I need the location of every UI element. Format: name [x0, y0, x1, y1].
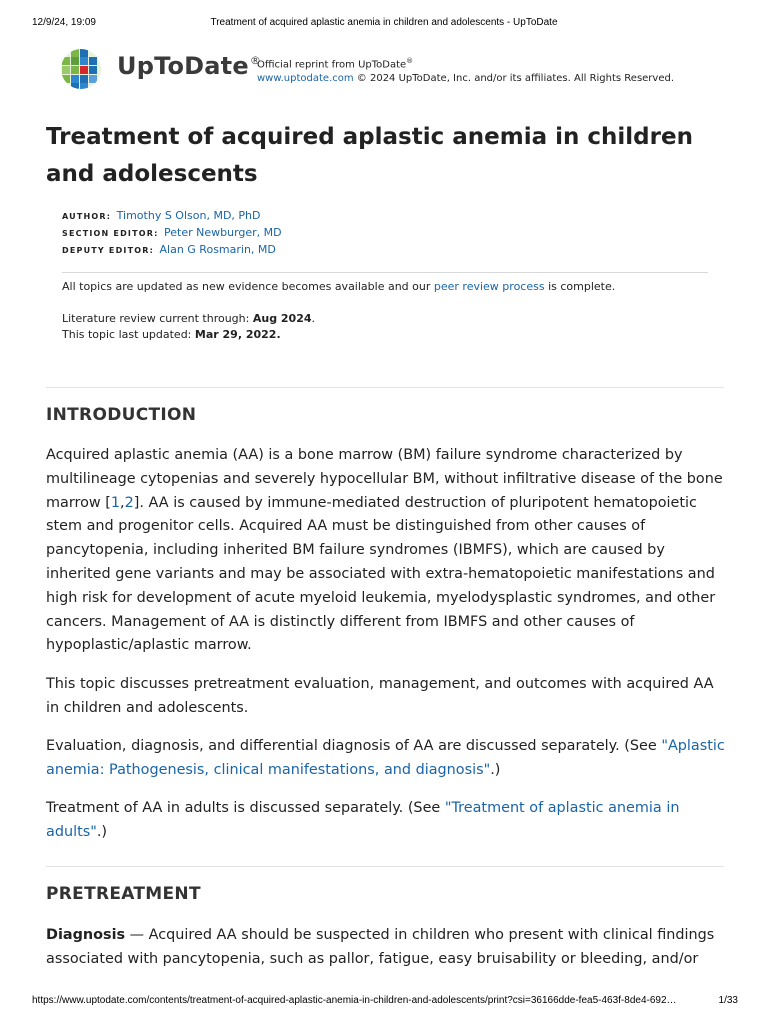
credit-section-editor: SECTION EDITOR: Peter Newburger, MD: [62, 226, 282, 239]
intro-paragraph-4: Treatment of AA in adults is discussed separately. (See "Treatment of aplastic anemia in adults".): [46, 800, 680, 840]
uptodate-logo-icon: [60, 48, 102, 90]
section-editor-link[interactable]: Peter Newburger, MD: [164, 226, 282, 239]
section-heading-introduction: INTRODUCTION: [46, 405, 197, 425]
print-url: https://www.uptodate.com/contents/treatment-of-acquired-aplastic-anemia-in-children-and-adolescents/print?csi=36166dde-fea5-463f-8de4-692…: [32, 995, 677, 1006]
divider: [46, 387, 724, 388]
print-date: 12/9/24, 19:09: [32, 17, 96, 28]
intro-paragraph-1: Acquired aplastic anemia (AA) is a bone marrow (BM) failure syndrome characterized by multilineage cytopenias and severely hypocellular BM, without infiltrative disease of the bone marrow [1,2]. AA is caused by immune-mediated destruction of pluripotent hematopoietic stem and progenitor cells. Acquired AA must be distinguished from other causes of pancytopenia, including inherited BM failure syndromes (IBMFS), which are caused by inherited gene variants and may be associated with extra-hematopoietic manifestations and high risk for development of acute myeloid leukemia, myelodysplastic syndromes, and other cancers. Management of AA is distinctly different from IBMFS and other causes of hypoplastic/aplastic marrow.: [46, 447, 723, 654]
article-credits: [62, 207, 282, 258]
intro-paragraph-2: This topic discusses pretreatment evaluation, management, and outcomes with acquired AA in children and adolescents.: [46, 676, 714, 716]
reprint-notice: Official reprint from UpToDate® www.uptodate.com © 2024 UpToDate, Inc. and/or its affiliates. All Rights Reserved.: [257, 57, 675, 85]
divider: [62, 272, 708, 273]
reference-link-2[interactable]: 2: [124, 494, 134, 511]
pretreatment-paragraph-1: Diagnosis — Acquired AA should be suspected in children who present with clinical findings associated with pancytopenia, such as pallor, fatigue, easy bruisability or bleeding, and/or: [46, 927, 715, 967]
credit-author: AUTHOR: Timothy S Olson, MD, PhD: [62, 209, 261, 222]
reference-link-1[interactable]: 1: [110, 494, 121, 511]
print-header: [0, 17, 768, 31]
aplastic-anemia-diagnosis-link[interactable]: "Aplastic anemia: Pathogenesis, clinical manifestations, and diagnosis": [46, 738, 725, 778]
article-title: Treatment of acquired aplastic anemia in children and adolescents: [46, 124, 693, 187]
aplastic-anemia-adults-link[interactable]: "Treatment of aplastic anemia in adults": [46, 800, 680, 840]
print-title: Treatment of acquired aplastic anemia in children and adolescents - UpToDate: [210, 17, 558, 28]
update-note: All topics are updated as new evidence becomes available and our peer review process is complete.: [62, 280, 616, 293]
diagnosis-subheading: Diagnosis: [46, 927, 126, 943]
author-link[interactable]: Timothy S Olson, MD, PhD: [116, 209, 261, 222]
uptodate-wordmark: UpToDate®: [117, 52, 262, 80]
last-updated-date: Mar 29, 2022.: [194, 328, 281, 341]
literature-review-date: Aug 2024: [252, 312, 312, 325]
divider: [46, 866, 724, 867]
review-dates: Literature review current through: Aug 2024. This topic last updated: Mar 29, 2022.: [62, 312, 316, 341]
print-footer: [0, 995, 768, 1009]
credit-deputy-editor: DEPUTY EDITOR: Alan G Rosmarin, MD: [62, 243, 276, 256]
deputy-editor-link[interactable]: Alan G Rosmarin, MD: [159, 243, 276, 256]
intro-paragraph-3: Evaluation, diagnosis, and differential diagnosis of AA are discussed separately. (See "Aplastic anemia: Pathogenesis, clinical manifestations, and diagnosis".): [46, 738, 725, 778]
page-number: 1/33: [718, 995, 738, 1006]
brand-header: [60, 46, 720, 92]
section-heading-pretreatment: PRETREATMENT: [46, 884, 201, 904]
peer-review-link[interactable]: peer review process: [433, 280, 545, 293]
uptodate-link[interactable]: www.uptodate.com: [257, 73, 354, 85]
